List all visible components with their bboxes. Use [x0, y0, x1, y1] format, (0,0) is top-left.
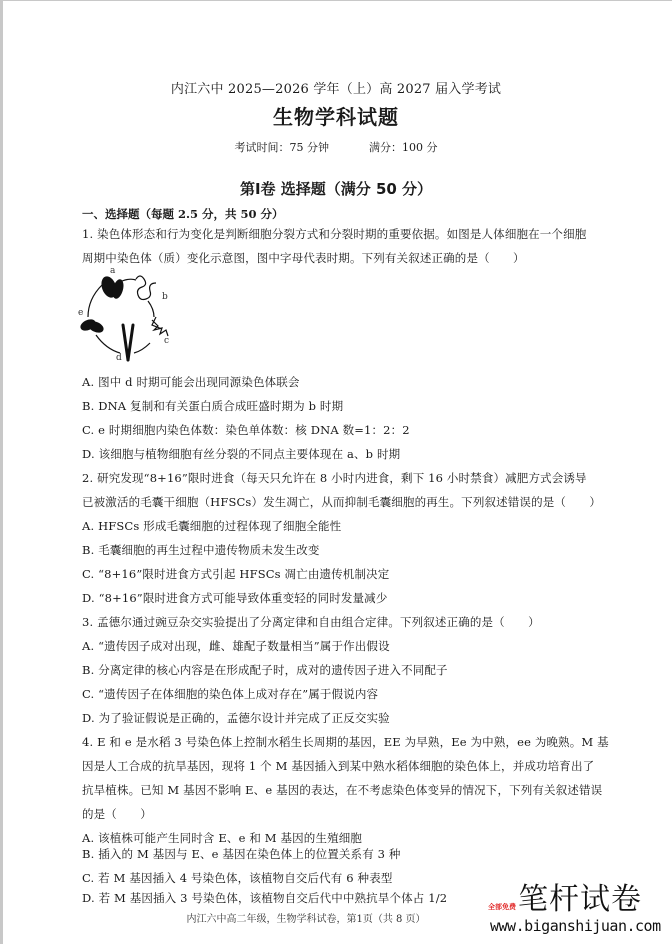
- question-2-option-d: D. “8+16”限时进食方式可能导致体重变轻的同时发量减少: [82, 591, 388, 605]
- svg-text:c: c: [164, 336, 170, 346]
- exam-time: 考试时间：75 分钟: [234, 141, 329, 154]
- page-footer-text: 内江六中高二年级，生物学科试卷，第1页（共 8 页）: [186, 914, 426, 925]
- watermark: [488, 884, 668, 944]
- question-3-option-a: A. “遗传因子成对出现，雌、雄配子数量相当”属于作出假设: [82, 639, 390, 653]
- question-2-stem-line-1: 2. 研究发现“8+16”限时进食（每天只允许在 8 小时内进食，剩下 16 小时禁食）减肥方式会诱导: [82, 471, 587, 485]
- question-2-stem-line-2: 已被激活的毛囊干细胞（HFSCs）发生凋亡，从而抑制毛囊细胞的再生。下列叙述错误的是（ ）: [82, 495, 601, 509]
- exam-meta: [0, 139, 672, 155]
- question-4-stem-line-2: 因是人工合成的抗旱基因，现将 1 个 M 基因插入到某中熟水稻体细胞的染色体上，并成功培育出了: [82, 759, 595, 773]
- watermark-title: 笔杆试卷: [518, 882, 642, 917]
- question-4-option-a: A. 该植株可能产生同时含 E、e 和 M 基因的生殖细胞: [82, 831, 363, 845]
- question-3-option-d: D. 为了验证假说是正确的，孟德尔设计并完成了正反交实验: [82, 711, 390, 725]
- svg-text:a: a: [110, 266, 116, 276]
- question-4-option-c: C. 若 M 基因插入 4 号染色体，该植物自交后代有 6 种表型: [82, 871, 393, 885]
- question-4-stem-line-1: 4. E 和 e 是水稻 3 号染色体上控制水稻生长周期的基因，EE 为早熟，Ee 为中熟，ee 为晚熟。M 基: [82, 735, 609, 749]
- exam-title: 内江六中 2025—2026 学年（上）高 2027 届入学考试: [170, 82, 502, 97]
- question-3-option-c: C. “遗传因子在体细胞的染色体上成对存在”属于假说内容: [82, 687, 379, 701]
- full-score: 满分：100 分: [369, 141, 438, 154]
- question-3-option-b: B. 分离定律的核心内容是在形成配子时，成对的遗传因子进入不同配子: [82, 663, 448, 677]
- part-title: 第Ⅰ卷 选择题（满分 50 分）: [239, 180, 433, 198]
- question-1-option-a: A. 图中 d 时期可能会出现同源染色体联会: [82, 375, 300, 389]
- section-title: 一、选择题（每题 2.5 分，共 50 分）: [82, 207, 284, 221]
- subject-title: 生物学科试题: [273, 105, 399, 129]
- question-1-stem-line-1: 1. 染色体形态和行为变化是判断细胞分裂方式和分裂时期的重要依据。如图是人体细胞在一个细胞: [82, 227, 587, 241]
- svg-text:d: d: [116, 353, 122, 363]
- question-1-stem-line-2: 周期中染色体（质）变化示意图，图中字母代表时期。下列有关叙述正确的是（ ）: [82, 251, 525, 265]
- question-1-option-b: B. DNA 复制和有关蛋白质合成旺盛时期为 b 时期: [82, 399, 344, 413]
- question-1-option-c: C. e 时期细胞内染色体数：染色单体数：核 DNA 数=1：2：2: [82, 423, 410, 437]
- question-3-stem-line-1: 3. 孟德尔通过豌豆杂交实验提出了分离定律和自由组合定律。下列叙述正确的是（ ）: [82, 615, 540, 629]
- question-4-stem-line-4: 的是（ ）: [82, 807, 152, 821]
- chromosome-cycle-diagram-icon: [76, 265, 186, 365]
- watermark-tag: 全部免费: [488, 903, 516, 911]
- cell-cycle-chromosome-figure: [76, 265, 186, 365]
- question-2-option-b: B. 毛囊细胞的再生过程中遗传物质未发生改变: [82, 543, 320, 557]
- question-2-option-c: C. “8+16”限时进食方式引起 HFSCs 凋亡由遗传机制决定: [82, 567, 390, 581]
- question-4-option-d: D. 若 M 基因插入 3 号染色体，该植物自交后代中中熟抗旱个体占 1/2: [82, 891, 448, 905]
- svg-text:e: e: [78, 308, 84, 318]
- question-1-option-d: D. 该细胞与植物细胞有丝分裂的不同点主要体现在 a、b 时期: [82, 447, 401, 461]
- question-4-option-b: B. 插入的 M 基因与 E、e 基因在染色体上的位置关系有 3 种: [82, 847, 401, 861]
- question-2-option-a: A. HFSCs 形成毛囊细胞的过程体现了细胞全能性: [82, 519, 342, 533]
- watermark-url: www.biganshijuan.com: [490, 917, 661, 935]
- question-4-stem-line-3: 抗旱植株。已知 M 基因不影响 E、e 基因的表达，在不考虑染色体变异的情况下，下列有关叙述错误: [82, 783, 603, 797]
- svg-text:b: b: [162, 292, 168, 302]
